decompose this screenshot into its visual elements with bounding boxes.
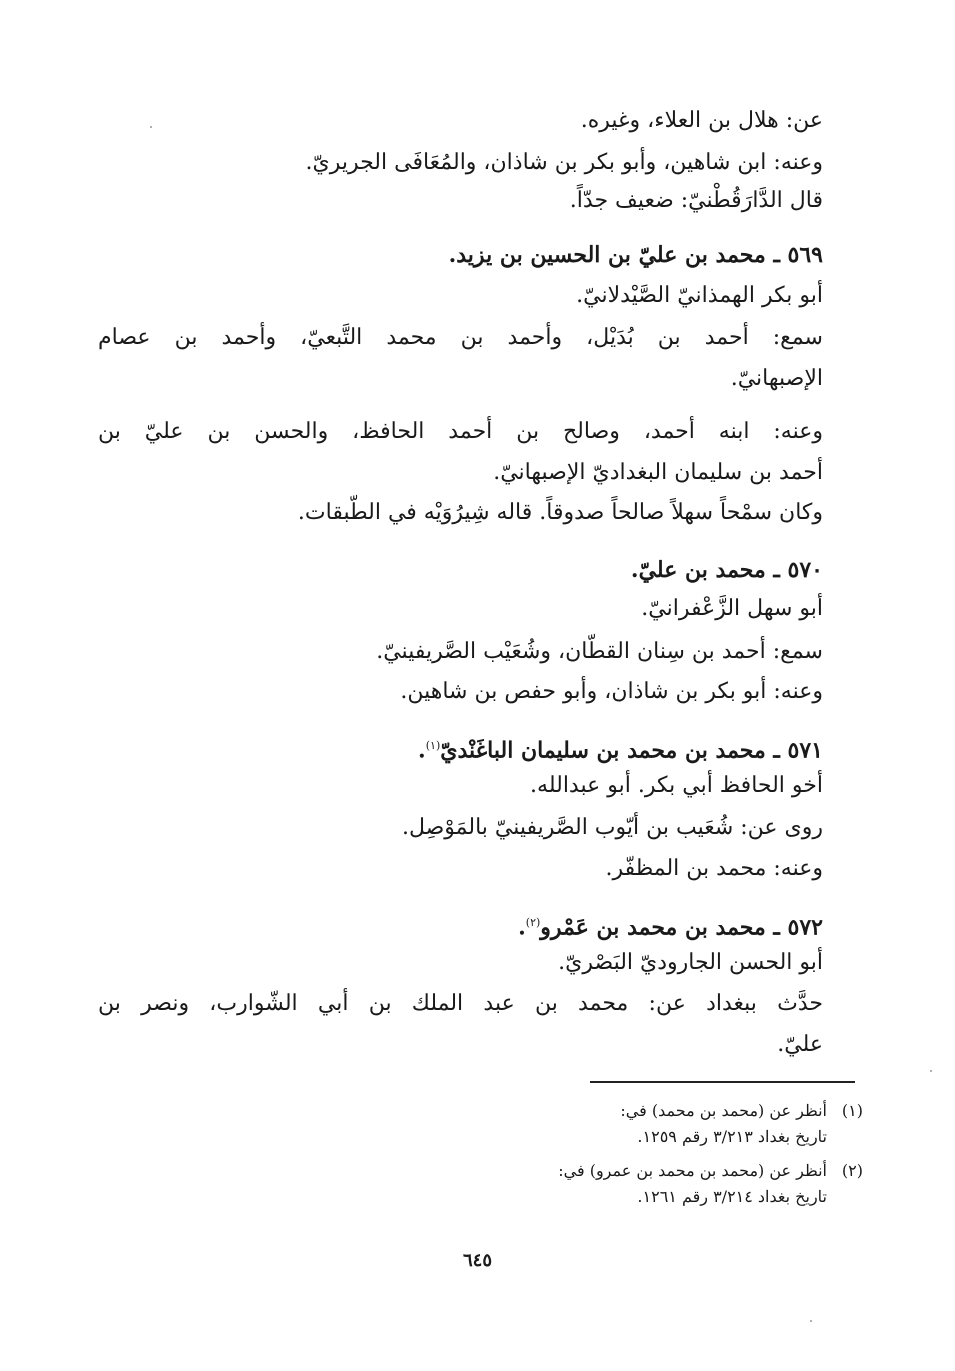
- entry-571-anhu: وعنه: محمد بن المظفّر.: [605, 856, 823, 881]
- footnote-1-line: [620, 1098, 863, 1124]
- entry-571-heading-text: ٥٧١ ـ محمد بن محمد بن سليمان الباغَنْديّ: [440, 737, 823, 764]
- entry-570-kunya: أبو سهل الزَّعْفرانيّ.: [641, 596, 823, 621]
- page-number: ٦٤٥: [462, 1250, 492, 1271]
- entry-571-kunya: أخو الحافظ أبي بكر. أبو عبدالله.: [530, 773, 823, 798]
- entry-572-heading: [98, 905, 823, 945]
- footnote-divider: [590, 1081, 855, 1083]
- prev-entry-line: عن: هلال بن العلاء، وغيره.: [580, 108, 823, 133]
- footnote-number: (١): [841, 1101, 863, 1120]
- footnote-1-source: تاريخ بغداد ٣/٢١٣ رقم ١٢٥٩.: [637, 1127, 827, 1146]
- prev-entry-line: وعنه: ابن شاهين، وأبو بكر بن شاذان، والمُعَافَى الجريريّ.: [305, 150, 823, 175]
- scan-speck: [930, 1070, 932, 1072]
- entry-572-hadath-line: عليّ.: [777, 1032, 823, 1057]
- scan-speck: [150, 126, 152, 128]
- entry-569-samia-line: الإصبهانيّ.: [730, 366, 823, 391]
- footnote-text: أنظر عن (محمد بن محمد) في:: [620, 1101, 827, 1120]
- entry-569-note: وكان سمْحاً سهلاً صالحاً صدوقاً. قاله شِيرُوَيْه في الطّبقات.: [297, 500, 823, 525]
- entry-569-heading: ٥٦٩ ـ محمد بن عليّ بن الحسين بن يزيد.: [448, 242, 823, 268]
- entry-569-samia-line: سمع: أحمد بن بُدَيْل، وأحمد بن محمد التَّبعيّ، وأحمد بن عصام: [98, 325, 823, 350]
- entry-570-samia: سمع: أحمد بن سِنان القطّان، وشُعَيْب الصَّريفينيّ.: [376, 639, 823, 664]
- entry-572-heading-text: ٥٧٢ ـ محمد بن محمد بن عَمْرو: [540, 914, 823, 941]
- entry-569-anhu-line: وعنه: ابنه أحمد، وصالح بن أحمد الحافظ، والحسن بن عليّ بن: [98, 419, 823, 444]
- entry-571-heading: [98, 728, 823, 768]
- entry-569-kunya: أبو بكر الهمذانيّ الصَّيْدلانيّ.: [576, 283, 823, 308]
- footnote-2-line: [558, 1158, 863, 1184]
- scan-speck: [810, 1320, 812, 1322]
- entry-572-kunya: أبو الحسن الجاروديّ البَصْريّ.: [558, 950, 823, 975]
- entry-571-rawa: روى عن: شُعَيب بن أيّوب الصَّريفينيّ بالمَوْصِل.: [401, 815, 823, 840]
- entry-572-hadath-line: حدَّث ببغداد عن: محمد بن عبد الملك بن أبي الشّوارب، ونصر بن: [98, 991, 823, 1016]
- footnote-text: أنظر عن (محمد بن محمد بن عمرو) في:: [558, 1161, 827, 1180]
- entry-569-anhu-line: أحمد بن سليمان البغداديّ الإصبهانيّ.: [493, 460, 823, 485]
- footnote-number: (٢): [841, 1161, 863, 1180]
- prev-entry-line: قال الدَّارَقُطْنيّ: ضعيف جدّاً.: [569, 188, 823, 213]
- footnote-2: [558, 1158, 863, 1210]
- entry-572-heading-period: .: [518, 914, 526, 941]
- entry-570-anhu: وعنه: أبو بكر بن شاذان، وأبو حفص بن شاهين.: [400, 679, 823, 704]
- footnote-2-source: تاريخ بغداد ٣/٢١٤ رقم ١٢٦١.: [637, 1187, 827, 1206]
- entry-570-heading: ٥٧٠ ـ محمد بن عليّ.: [630, 557, 823, 583]
- footnote-1: [620, 1098, 863, 1150]
- footnote-marker: (١): [425, 739, 441, 752]
- entry-571-heading-period: .: [418, 737, 426, 764]
- footnote-marker: (٢): [525, 916, 541, 929]
